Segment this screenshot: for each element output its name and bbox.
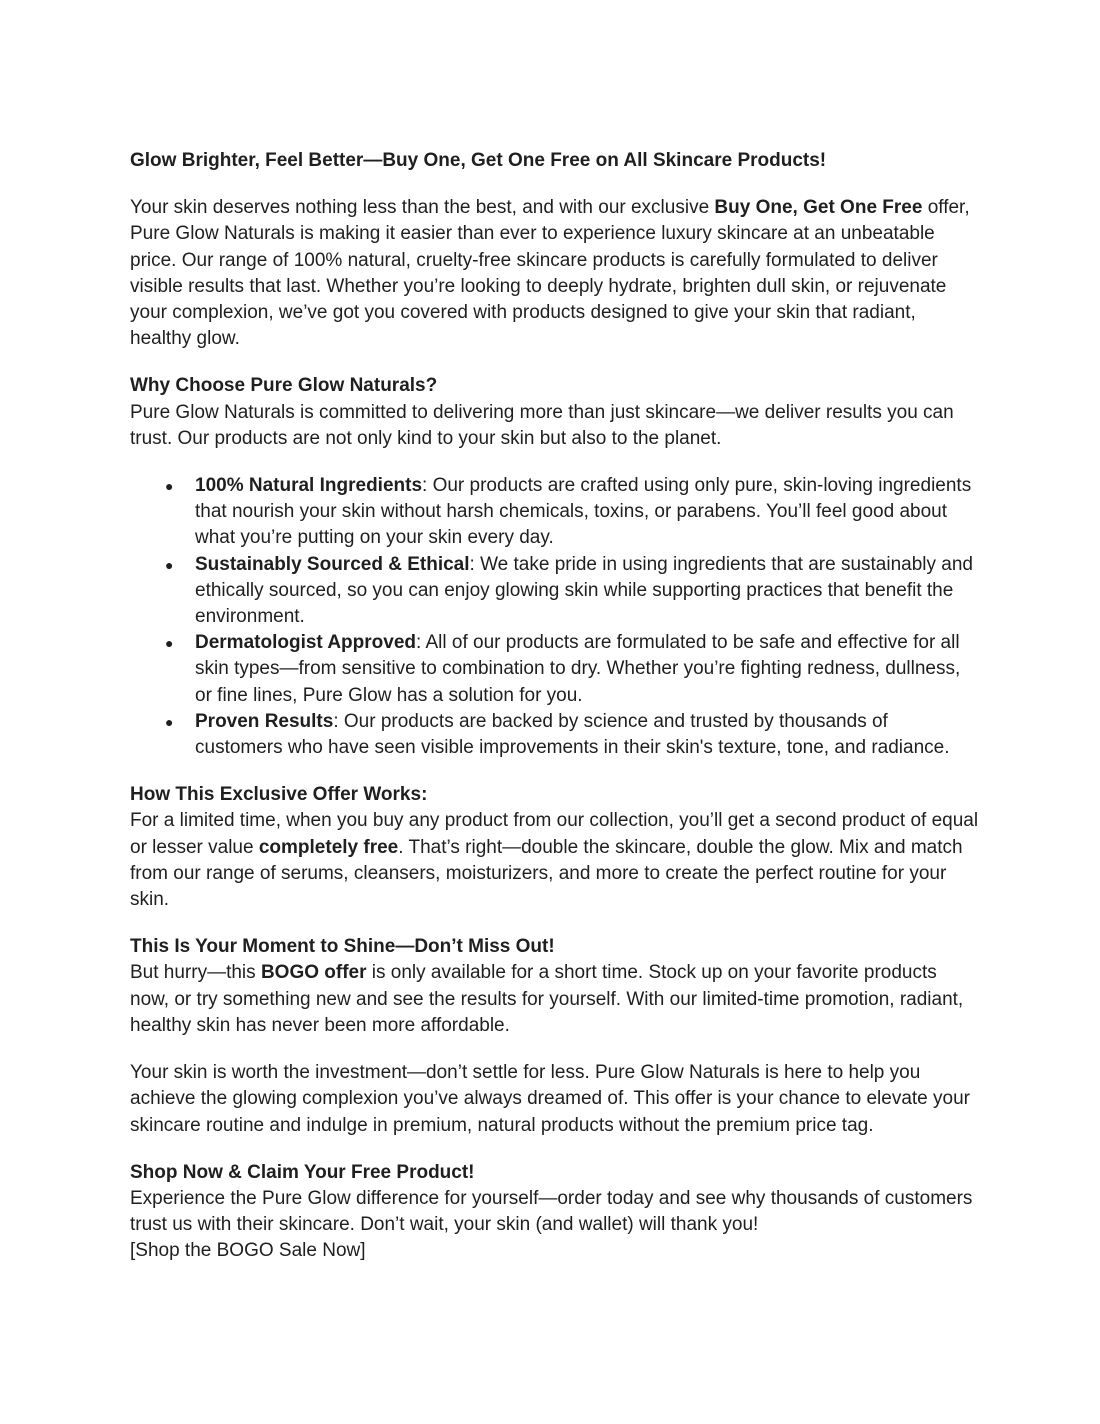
list-item	[130, 552, 980, 631]
bullet-icon: ●	[165, 635, 174, 652]
shop-paragraph: Experience the Pure Glow difference for yourself—order today and see why thousands of customers trust us with their skincare. Don’t wait, your skin (and wallet) will thank you!	[130, 1187, 973, 1236]
bullet-icon: ●	[165, 556, 174, 573]
list-item	[130, 473, 980, 552]
bullet-icon: ●	[165, 713, 174, 730]
benefit-text: : Our products are crafted using only pure, skin-loving ingredients that nourish your skin without harsh chemicals, toxins, or parabens. You’ll feel good about what you’re putting on your skin every day.	[195, 475, 972, 549]
benefit-label: 100% Natural Ingredients	[195, 475, 423, 497]
list-item	[130, 709, 980, 761]
benefit-text: : We take pride in using ingredients that are sustainably and ethically sourced, so you can enjoy glowing skin while supporting practices that benefit the environment.	[195, 553, 973, 628]
moment-text-1: But hurry—this	[130, 962, 261, 984]
benefit-label: Sustainably Sourced & Ethical	[195, 553, 470, 575]
intro-bold-offer: Buy One, Get One Free	[714, 197, 923, 219]
bullet-icon: ●	[165, 478, 174, 495]
offer-text-2: . That’s right—double the skincare, double the glow. Mix and match from our range of serums, cleansers, moisturizers, and more to create the perfect routine for your skin.	[130, 836, 963, 911]
shop-sale-link[interactable]: [Shop the BOGO Sale Now]	[130, 1240, 366, 1262]
worth-paragraph: Your skin is worth the investment—don’t settle for less. Pure Glow Naturals is here to help you achieve the glowing complexion you’ve always dreamed of. This offer is your chance to elevate your skincare routine and indulge in premium, natural products without the premium price tag.	[130, 1062, 970, 1136]
offer-bold-free: completely free	[258, 836, 399, 858]
moment-heading: This Is Your Moment to Shine—Don’t Miss Out!	[130, 936, 555, 958]
why-heading: Why Choose Pure Glow Naturals?	[130, 375, 438, 397]
offer-paragraph	[130, 808, 980, 913]
why-paragraph: Pure Glow Naturals is committed to delivering more than just skincare—we deliver results you can trust. Our products are not only kind to your skin but also to the planet.	[130, 401, 954, 449]
benefits-list	[130, 473, 980, 761]
moment-bold-bogo: BOGO offer	[260, 962, 367, 984]
benefit-label: Proven Results	[195, 710, 334, 732]
moment-text-2: is only available for a short time. Stock up on your favorite products now, or try something new and see the results for yourself. With our limited-time promotion, radiant, healthy skin has never been more affordable.	[130, 962, 964, 1036]
benefit-text: : All of our products are formulated to be safe and effective for all skin types—from sensitive to combination to dry. Whether you’re fighting redness, dullness, or fine lines, Pure Glow has a solution for you.	[195, 632, 961, 706]
offer-text-1: For a limited time, when you buy any product from our collection, you’ll get a second product of equal or lesser value	[130, 810, 979, 858]
moment-paragraph	[130, 960, 980, 1039]
intro-paragraph	[130, 195, 980, 352]
document-title: Glow Brighter, Feel Better—Buy One, Get One Free on All Skincare Products!	[130, 150, 827, 171]
document-page	[130, 148, 980, 1265]
benefit-label: Dermatologist Approved	[195, 632, 416, 654]
benefit-text: : Our products are backed by science and trusted by thousands of customers who have seen visible improvements in their skin's texture, tone, and radiance.	[195, 710, 950, 759]
shop-heading: Shop Now & Claim Your Free Product!	[130, 1161, 475, 1183]
list-item	[130, 630, 980, 709]
intro-text-1: Your skin deserves nothing less than the best, and with our exclusive	[130, 197, 715, 219]
intro-text-2: offer, Pure Glow Naturals is making it easier than ever to experience luxury skincare at an unbeatable price. Our range of 100% natural, cruelty-free skincare products is carefully formulated to deliver visible results that last. Whether you’re looking to deeply hydrate, brighten dull skin, or rejuvenate your complexion, we’ve got you covered with products designed to give your skin that radiant, healthy glow.	[130, 197, 970, 350]
offer-heading: How This Exclusive Offer Works:	[130, 784, 428, 806]
